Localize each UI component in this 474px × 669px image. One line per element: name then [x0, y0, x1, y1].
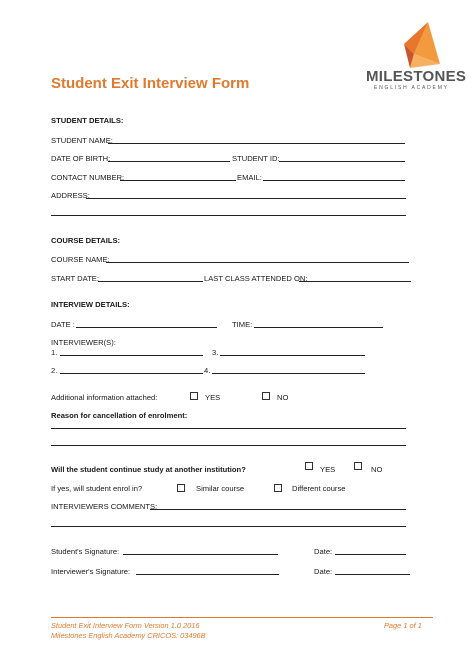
dob-label: DATE OF BIRTH:	[51, 154, 111, 163]
continue-yes-checkbox[interactable]	[305, 462, 313, 470]
student-name-field[interactable]	[108, 143, 405, 144]
footer-page-number: Page 1 of 1	[384, 621, 422, 630]
interviewers-label: INTERVIEWER(S):	[51, 338, 116, 347]
additional-yes-checkbox[interactable]	[190, 392, 198, 400]
footer-cricos: Milestones English Academy CRICOS: 03496B	[51, 631, 206, 640]
interviewer-3-field[interactable]	[220, 355, 365, 356]
time-field[interactable]	[254, 327, 383, 328]
interviewer-3-number: 3.	[212, 348, 219, 357]
interviewer-signature-label: Interviewer's Signature:	[51, 567, 131, 576]
email-label: EMAIL:	[237, 173, 262, 182]
interviewer-1-field[interactable]	[60, 355, 203, 356]
comments-field-2[interactable]	[51, 526, 406, 527]
last-class-label: LAST CLASS ATTENDED ON:	[204, 274, 308, 283]
time-label: TIME:	[232, 320, 253, 329]
student-signature-field[interactable]	[123, 554, 278, 555]
additional-info-label: Additional information attached:	[51, 393, 158, 402]
student-name-label: STUDENT NAME:	[51, 136, 113, 145]
section-student-details: STUDENT DETAILS:	[51, 116, 124, 125]
email-field[interactable]	[263, 180, 405, 181]
reason-field-1[interactable]	[51, 428, 406, 429]
continue-study-label: Will the student continue study at another institution?	[51, 465, 246, 474]
student-id-label: STUDENT ID:	[232, 154, 280, 163]
interviewer-2-field[interactable]	[60, 373, 203, 374]
course-name-label: COURSE NAME:	[51, 255, 110, 264]
address-field-1[interactable]	[86, 198, 406, 199]
logo-tagline: ENGLISH ACADEMY	[374, 85, 449, 91]
interviewer-1-number: 1.	[51, 348, 58, 357]
logo-name: MILESTONES	[366, 68, 467, 85]
interviewer-2-number: 2.	[51, 366, 58, 375]
continue-no-label: NO	[371, 465, 383, 474]
date-field[interactable]	[76, 327, 217, 328]
date-label: DATE :	[51, 320, 75, 329]
student-sig-date-field[interactable]	[335, 554, 406, 555]
interviewer-4-field[interactable]	[212, 373, 365, 374]
continue-no-checkbox[interactable]	[354, 462, 362, 470]
reason-field-2[interactable]	[51, 445, 406, 446]
comments-field-1[interactable]	[150, 509, 406, 510]
interviewer-signature-field[interactable]	[136, 574, 279, 575]
logo-mark-icon	[382, 20, 442, 72]
last-class-field[interactable]	[299, 281, 411, 282]
academy-logo	[360, 20, 467, 92]
reason-label: Reason for cancellation of enrolment:	[51, 411, 188, 420]
comments-label: INTERVIEWERS COMMENTS:	[51, 502, 158, 511]
section-interview-details: INTERVIEW DETAILS:	[51, 300, 130, 309]
page-title: Student Exit Interview Form	[51, 75, 250, 92]
address-field-2[interactable]	[51, 215, 406, 216]
different-course-checkbox[interactable]	[274, 484, 282, 492]
dob-field[interactable]	[108, 161, 230, 162]
student-sig-date-label: Date:	[314, 547, 333, 556]
start-date-field[interactable]	[98, 281, 203, 282]
different-course-label: Different course	[292, 484, 346, 493]
similar-course-checkbox[interactable]	[177, 484, 185, 492]
continue-yes-label: YES	[320, 465, 336, 474]
section-course-details: COURSE DETAILS:	[51, 236, 121, 245]
interviewer-sig-date-label: Date:	[314, 567, 333, 576]
footer-version: Student Exit Interview Form Version 1.0 2016	[51, 621, 200, 630]
contact-field[interactable]	[120, 180, 236, 181]
footer-divider	[51, 617, 433, 618]
student-signature-label: Student's Signature:	[51, 547, 120, 556]
start-date-label: START DATE:	[51, 274, 99, 283]
interviewer-4-number: 4.	[204, 366, 211, 375]
similar-course-label: Similar course	[196, 484, 245, 493]
course-name-field[interactable]	[106, 262, 409, 263]
contact-label: CONTACT NUMBER:	[51, 173, 125, 182]
additional-no-checkbox[interactable]	[262, 392, 270, 400]
student-id-field[interactable]	[279, 161, 405, 162]
additional-no-label: NO	[277, 393, 289, 402]
interviewer-sig-date-field[interactable]	[335, 574, 410, 575]
address-label: ADDRESS:	[51, 191, 90, 200]
enrol-in-label: If yes, will student enrol in?	[51, 484, 143, 493]
additional-yes-label: YES	[205, 393, 221, 402]
